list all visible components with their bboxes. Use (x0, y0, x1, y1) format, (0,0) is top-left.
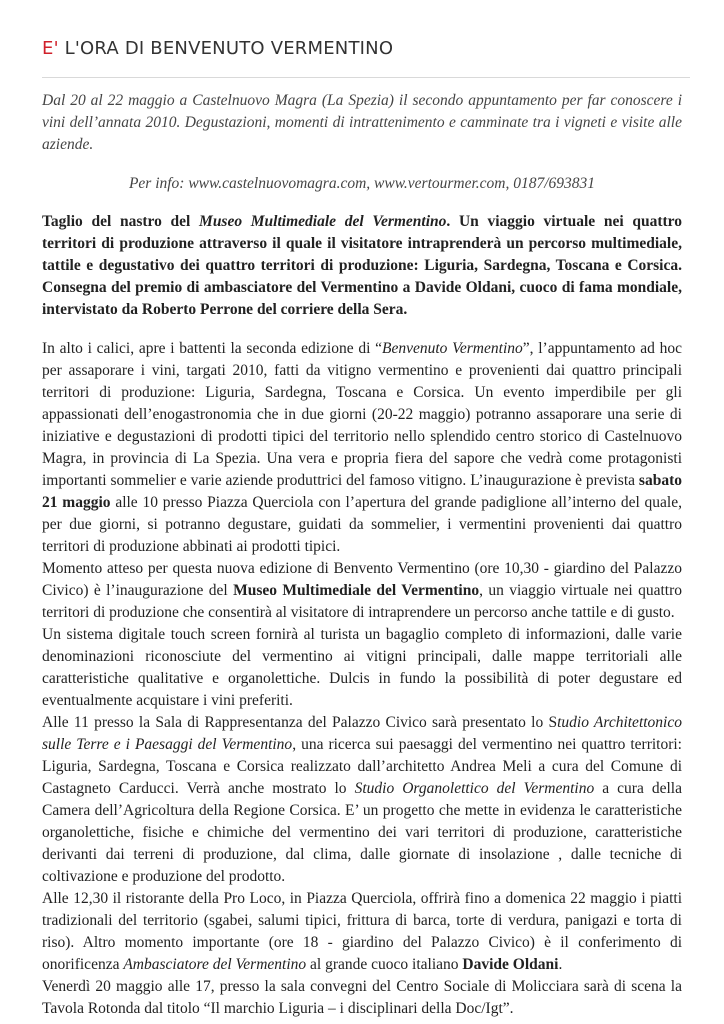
p4-organoleptic-title: Studio Organolettico del Vermentino (354, 780, 595, 797)
title-divider (42, 77, 690, 78)
title-text: L'ORA DI BENVENUTO VERMENTINO (58, 38, 394, 59)
intro-paragraph: Dal 20 al 22 maggio a Castelnuovo Magra (La Spezia) il secondo appuntamento per far conoscere i vini dell’annata 2010. Degustazioni, momenti di intrattenimento e camminate tra i vigneti e visite alle aziende. (42, 92, 682, 153)
article-body (42, 90, 682, 1020)
p2-part-a: Momento atteso per questa nuova edizione di Benvento Vermentino (ore 10,30 - giardino del Palazzo Civico) è l’inaugurazione del (42, 560, 682, 599)
p4-part-e: a cura della Camera dell’Agricoltura della Regione Corsica. E’ un progetto che mette in evidenza le caratteristiche organolettiche, fisiche e chimiche del vermentino dei vari territori di produzione, caratteristiche derivanti dai terreni di produzione, dal clima, dalle giornate di insolazione , dalle tecniche di coltivazione e produzione del prodotto. (42, 780, 682, 885)
title-mark: E' (42, 38, 59, 59)
p2-museum-name: Museo Multimediale del Vermentino (233, 582, 480, 599)
lead-paragraph (42, 211, 682, 321)
paragraph-3: Un sistema digitale touch screen fornirà al turista un bagaglio completo di informazioni, dalle varie denominazioni riconosciute del vermentino ai vitigni principali, dalle mappe territoriali alle caratteristiche qualitative e organolettiche. Dulcis in fundo la possibilità di poter degustare ed eventualmente acquistare i vini preferiti. (42, 626, 682, 709)
p1-part-e: alle 10 presso Piazza Querciola con l’apertura del grande padiglione all’interno del quale, per due giorni, si potranno degustare, guidati da sommelier, i vermentini provenienti dai quattro territori di produzione abbinati ai prodotti tipici. (42, 494, 682, 555)
p4-study-title: tudio Architettonico sulle Terre e i Paesaggi del Vermentino (42, 714, 682, 753)
lead-museum-title: Museo Multimediale del Vermentino (199, 213, 447, 230)
p1-date: sabato 21 maggio (42, 472, 682, 511)
p2-part-c: , un viaggio virtuale nei quattro territori di produzione che consentirà al visitatore di intraprendere un percorso anche tattile e di gusto. (42, 582, 682, 621)
p1-event-name: Benvenuto Vermentino (382, 340, 523, 357)
p5-part-c: al grande cuoco italiano (306, 956, 463, 973)
paragraph-2 (42, 558, 682, 624)
paragraph-5 (42, 888, 682, 976)
lead-part-a: Taglio del nastro del (42, 213, 200, 230)
paragraph-4 (42, 712, 682, 888)
p1-part-a: In alto i calici, apre i battenti la seconda edizione di “ (42, 340, 382, 357)
p4-part-a: Alle 11 presso la Sala di Rappresentanza del Palazzo Civico sarà presentato lo S (42, 714, 558, 731)
paragraph-6: Venerdì 20 maggio alle 17, presso la sala convegni del Centro Sociale di Molicciara sarà di scena la Tavola Rotonda dal titolo “Il marchio Liguria – i disciplinari della Doc/Igt”. (42, 978, 682, 1017)
p4-part-c: , una ricerca sui paesaggi del vermentino nei quattro territori: Liguria, Sardegna, Toscana e Corsica realizzato dall’architetto Andrea Meli a cura del Comune di Castagneto Carducci. Verrà anche mostrato lo (42, 736, 682, 797)
info-line: Per info: www.castelnuovomagra.com, www.vertourmer.com, 0187/693831 (128, 175, 596, 192)
p5-part-a: Alle 12,30 il ristorante della Pro Loco, in Piazza Querciola, offrirà fino a domenica 22 maggio i piatti tradizionali del territorio (sgabei, salumi tipici, frittura di barca, torte di verdura, panigazi e torta di riso). Altro momento importante (ore 18 - giardino del Palazzo Civico) è il conferimento di onorificenza (42, 890, 682, 973)
p5-part-e: . (558, 956, 563, 973)
p1-part-c: ”, l’appuntamento ad hoc per assaporare i vini, targati 2010, fatti da vitigno vermentino e provenienti dai quattro principali territori di produzione: Liguria, Sardegna, Toscana e Corsica. Un evento imperdibile per gli appassionati dell’enogastronomia che in due giorni (20-22 maggio) potranno assaporare una serie di iniziative e degustazioni di prodotti tipici del territorio nello splendido centro storico di Castelnuovo Magra, in provincia di La Spezia. Una vera e propria fiera del sapore che vedrà come protagonisti importanti sommelier e varie aziende produttrici del famoso vitigno. L’inaugurazione è prevista (42, 340, 682, 489)
paragraph-1 (42, 338, 682, 558)
lead-part-c: . Un viaggio virtuale nei quattro territori di produzione attraverso il quale il visitatore intraprenderà un percorso multimediale, tattile e degustativo dei quattro territori di produzione: Liguria, Sardegna, Toscana e Corsica. Consegna del premio di ambasciatore del Vermentino a Davide Oldani, cuoco di fama mondiale, intervistato da Roberto Perrone del corriere della Sera. (42, 213, 682, 318)
p5-award-title: Ambasciatore del Vermentino (123, 956, 307, 973)
page-title (42, 38, 393, 59)
p5-chef-name: Davide Oldani (462, 956, 559, 973)
